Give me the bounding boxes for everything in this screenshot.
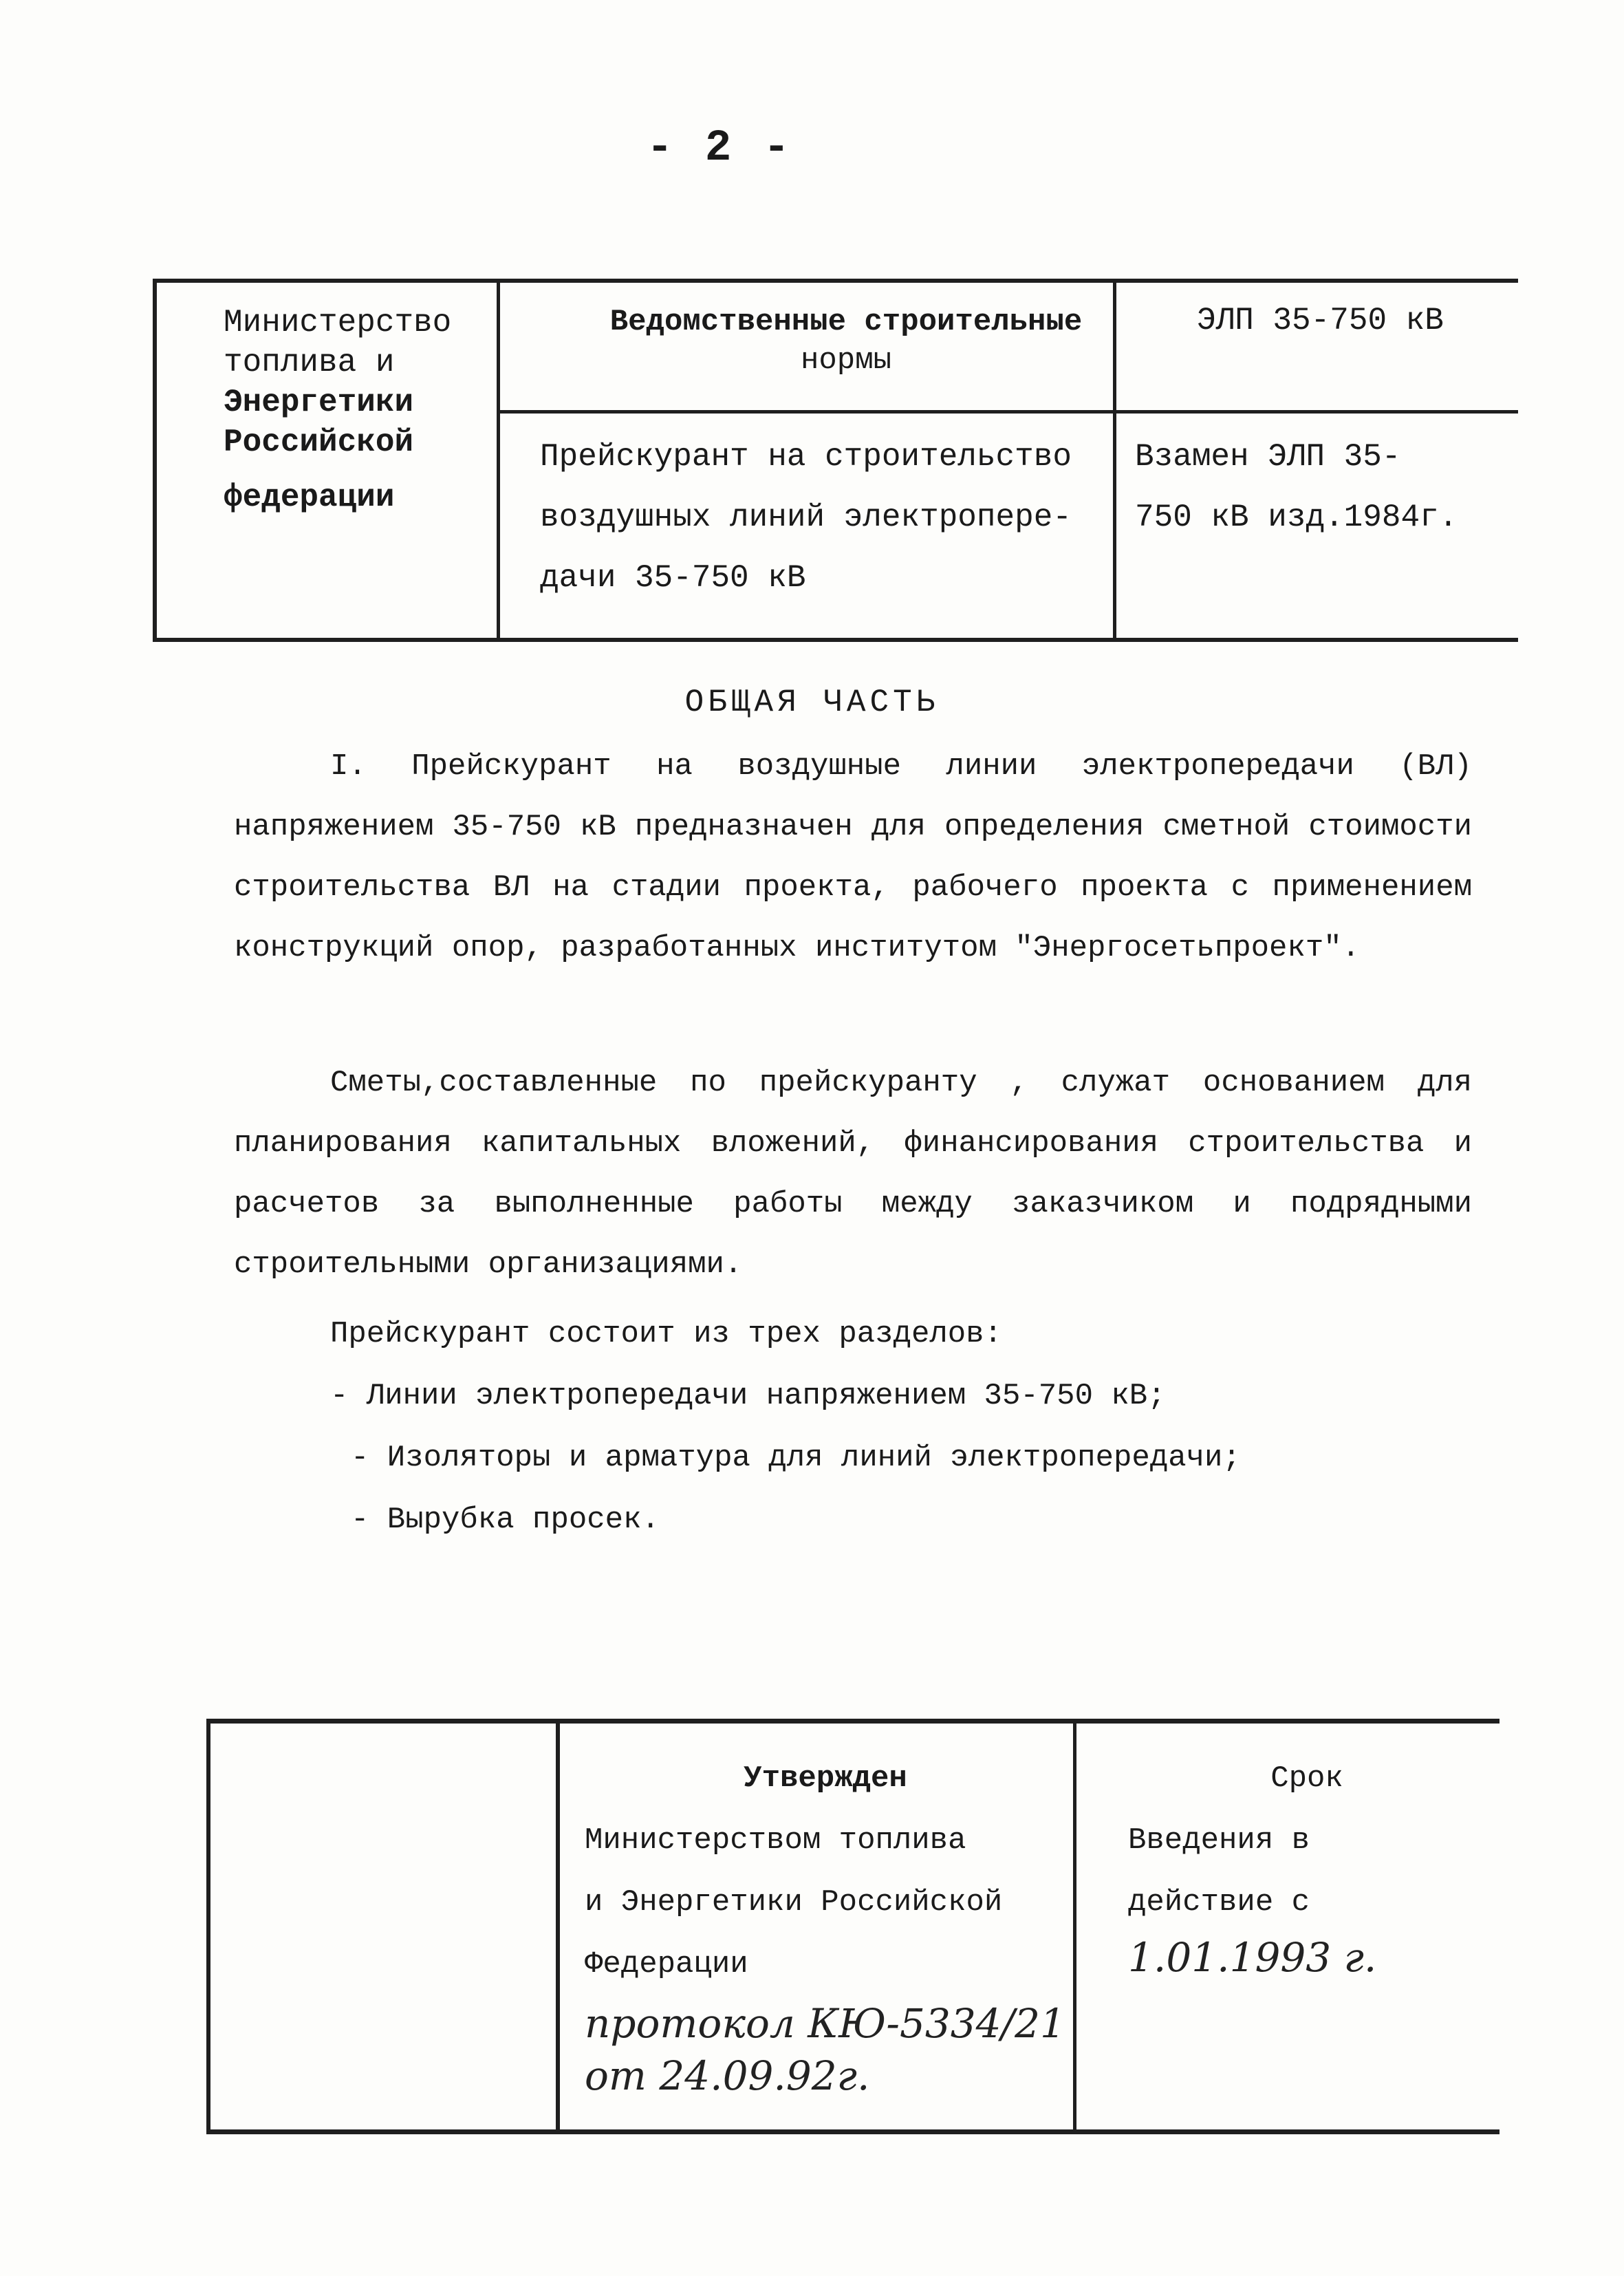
approval-line: и Энергетики Российской (585, 1885, 1003, 1920)
page-number: - 2 - (647, 124, 793, 173)
norms-line: Ведомственные строительные (609, 305, 1083, 339)
effective-line: действие с (1128, 1885, 1310, 1920)
handwritten-effective-date: 1.01.1993 г. (1128, 1934, 1377, 1981)
replaces-note (1135, 427, 1493, 548)
approval-block (585, 1748, 1066, 2100)
sections-intro: Прейскурант состоит из трех разделов: (330, 1317, 1002, 1351)
ministry-line: Российской (224, 425, 414, 460)
ministry-name (224, 303, 499, 517)
approval-table-top-border (206, 1719, 1500, 1724)
section-list-item: - Линии электропередачи напряжением 35-750 кВ; (330, 1379, 1166, 1413)
section-title: ОБЩАЯ ЧАСТЬ (684, 685, 940, 720)
approval-table-divider-1 (556, 1719, 560, 2134)
title-line: воздушных линий электропере- (540, 500, 1072, 535)
approval-table-left-border (206, 1719, 210, 2134)
approval-line: Федерации (585, 1947, 748, 1982)
handwritten-protocol-date: от 24.09.92г. (585, 2052, 870, 2099)
norms-title (543, 303, 1149, 380)
approval-table-divider-2 (1073, 1719, 1076, 2134)
ministry-line: топлива и (224, 345, 395, 380)
section-list-item: - Изоляторы и арматура для линий электропередачи; (351, 1441, 1241, 1475)
document-code: ЭЛП 35-750 кВ (1197, 303, 1444, 339)
paragraph-2: Сметы,составленные по прейскуранту , служат основанием для планирования капитальных вложений, финансирования строительства и расчетов за выполненные работы между заказчиком и подрядными строительными организациями. (234, 1066, 1472, 1282)
ministry-line: федерации (224, 480, 395, 515)
effective-date-block (1128, 1748, 1486, 1982)
approval-table-bottom-border (206, 2129, 1500, 2134)
document-title (540, 427, 1104, 608)
effective-line: Введения в (1128, 1823, 1310, 1858)
norms-line: нормы (800, 343, 892, 378)
handwritten-protocol: протокол КЮ-5334/21 (585, 2000, 1065, 2047)
section-list-item: - Вырубка просек. (351, 1503, 660, 1537)
approval-heading: Утвержден (744, 1761, 907, 1796)
ministry-line: Министерство (224, 305, 452, 341)
effective-line: Срок (1270, 1761, 1343, 1796)
paragraph-1: I. Прейскурант на воздушные линии электропередачи (ВЛ) напряжением 35-750 кВ предназначен для определения сметной стоимости строительства ВЛ на стадии проекта, рабочего проекта с применением конструкций опор, разработанных институтом "Энергосетьпроект". (234, 749, 1472, 965)
header-row-divider (497, 410, 1518, 414)
ministry-line: Энергетики (224, 385, 414, 420)
replaces-line: Взамен ЭЛП 35- (1135, 439, 1401, 475)
replaces-line: 750 кВ изд.1984г. (1135, 500, 1458, 535)
approval-line: Министерством топлива (585, 1823, 966, 1858)
title-line: дачи 35-750 кВ (540, 560, 806, 596)
title-line: Прейскурант на строительство (540, 439, 1072, 475)
